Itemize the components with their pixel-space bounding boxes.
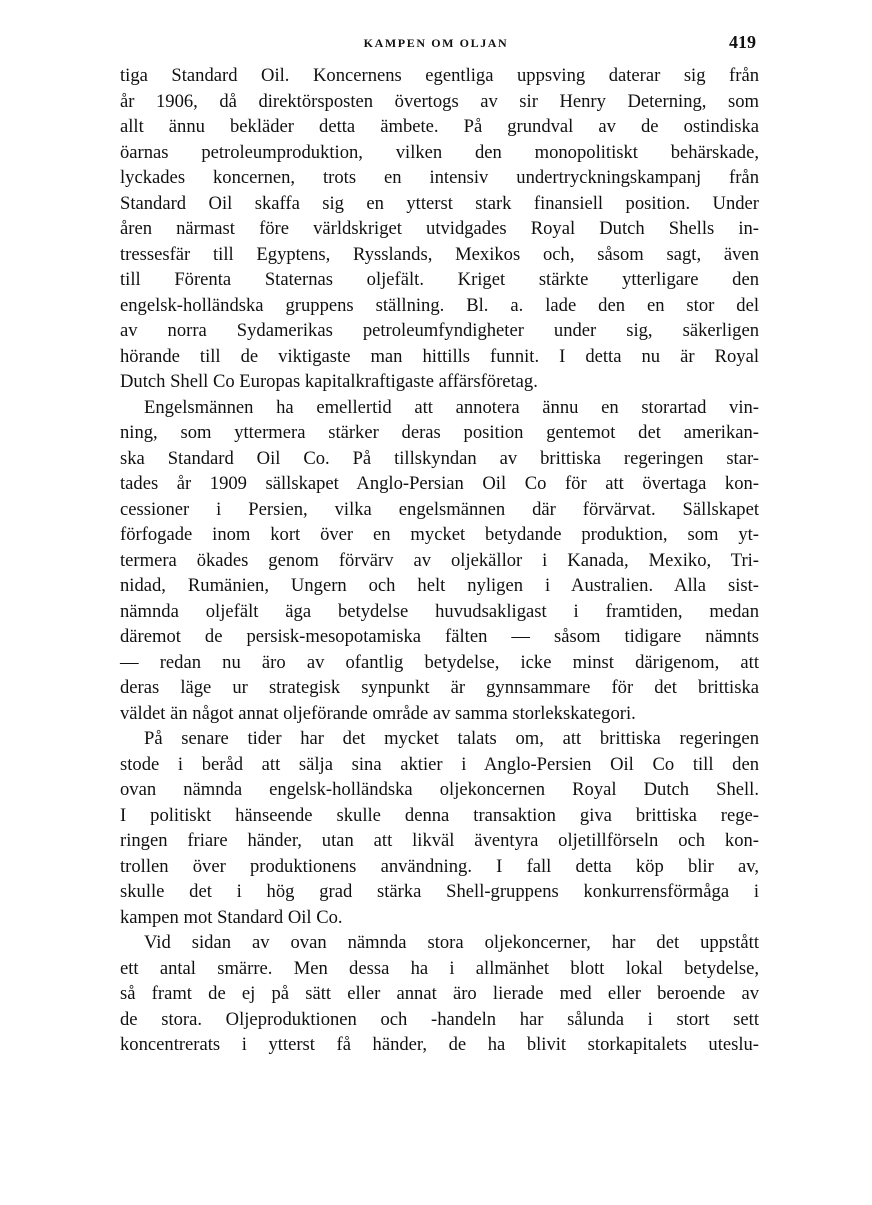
text-line: väldet än något annat oljeförande område av samma storlekskategori. [120, 702, 636, 724]
text-line: nidad, Rumänien, Ungern och helt nyligen i Australien. Alla sist- [120, 575, 759, 596]
text-line: Vid sidan av ovan nämnda stora oljekoncerner, har det uppstått [144, 932, 759, 953]
text-line: ska Standard Oil Co. På tillskyndan av brittiska regeringen star- [120, 447, 759, 469]
page-number: 419 [729, 32, 756, 52]
text-line: tressesfär till Egyptens, Rysslands, Mexikos och, såsom sagt, även [120, 243, 759, 265]
text-line: allt ännu bekläder detta ämbete. På grundval av de ostindiska [120, 116, 759, 137]
text-line: de stora. Oljeproduktionen och -handeln har sålunda i stort sett [120, 1008, 759, 1030]
text-line: koncentrerats i ytterst få händer, de ha blivit storkapitalets uteslu- [120, 1034, 759, 1055]
text-line: ovan nämnda engelsk-holländska oljekoncernen Royal Dutch Shell. [120, 779, 759, 800]
text-line: ringen friare händer, utan att likväl äventyra oljetillförseln och kon- [120, 830, 759, 851]
text-line: Engelsmännen ha emellertid att annotera ännu en storartad vin- [144, 396, 759, 418]
text-line: termera ökades genom förvärv av oljekällor i Kanada, Mexiko, Tri- [120, 549, 759, 571]
text-line: Dutch Shell Co Europas kapitalkraftigaste affärsföretag. [120, 371, 538, 392]
body-text [120, 63, 759, 1058]
text-line: stode i beråd att sälja sina aktier i Anglo-Persien Oil Co till den [120, 753, 759, 775]
text-line: deras läge ur strategisk synpunkt är gynnsammare för det brittiska [120, 677, 759, 698]
paragraph-3 [120, 726, 759, 930]
text-line: till Förenta Staternas oljefält. Kriget stärkte ytterligare den [120, 269, 759, 290]
running-title: KAMPEN OM OLJAN [363, 36, 509, 50]
text-line: så framt de ej på sätt eller annat äro lierade med eller beroende av [120, 983, 759, 1004]
text-line: trollen över produktionens användning. I fall detta köp blir av, [120, 855, 759, 877]
running-head [0, 34, 872, 54]
paragraph-2 [120, 395, 759, 727]
paragraph-1 [120, 63, 759, 395]
text-line: kampen mot Standard Oil Co. [120, 906, 343, 928]
text-line: skulle det i hög grad stärka Shell-gruppens konkurrensförmåga i [120, 881, 759, 902]
text-line: ett antal smärre. Men dessa ha i allmänhet blott lokal betydelse, [120, 957, 759, 979]
paragraph-4 [120, 930, 759, 1058]
text-line: däremot de persisk-mesopotamiska fälten — såsom tidigare nämnts [120, 626, 759, 647]
text-line: Standard Oil skaffa sig en ytterst stark finansiell position. Under [120, 192, 759, 214]
text-line: lyckades koncernen, trots en intensiv undertryckningskampanj från [120, 167, 759, 188]
text-line: På senare tider har det mycket talats om, att brittiska regeringen [144, 728, 759, 749]
text-line: år 1906, då direktörsposten övertogs av sir Henry Deterning, som [120, 90, 759, 112]
text-line: öarnas petroleumproduktion, vilken den monopolitiskt behärskade, [120, 141, 759, 163]
text-line: åren närmast före världskriget utvidgades Royal Dutch Shells in- [120, 218, 759, 239]
text-line: cessioner i Persien, vilka engelsmännen där förvärvat. Sällskapet [120, 498, 759, 520]
text-line: nämnda oljefält äga betydelse huvudsakligast i framtiden, medan [120, 600, 759, 622]
text-line: hörande till de viktigaste man hittills funnit. I detta nu är Royal [120, 345, 759, 367]
text-line: ning, som yttermera stärker deras position gentemot det amerikan- [120, 422, 759, 443]
text-line: engelsk-holländska gruppens ställning. Bl. a. lade den en stor del [120, 294, 759, 316]
text-line: — redan nu äro av ofantlig betydelse, icke minst därigenom, att [120, 651, 759, 673]
text-line: I politiskt hänseende skulle denna transaktion giva brittiska rege- [120, 804, 759, 826]
text-line: tiga Standard Oil. Koncernens egentliga uppsving daterar sig från [120, 65, 759, 86]
text-line: tades år 1909 sällskapet Anglo-Persian Oil Co för att övertaga kon- [120, 473, 759, 494]
text-line: av norra Sydamerikas petroleumfyndigheter under sig, säkerligen [120, 320, 759, 341]
text-line: förfogade inom kort över en mycket betydande produktion, som yt- [120, 524, 759, 545]
